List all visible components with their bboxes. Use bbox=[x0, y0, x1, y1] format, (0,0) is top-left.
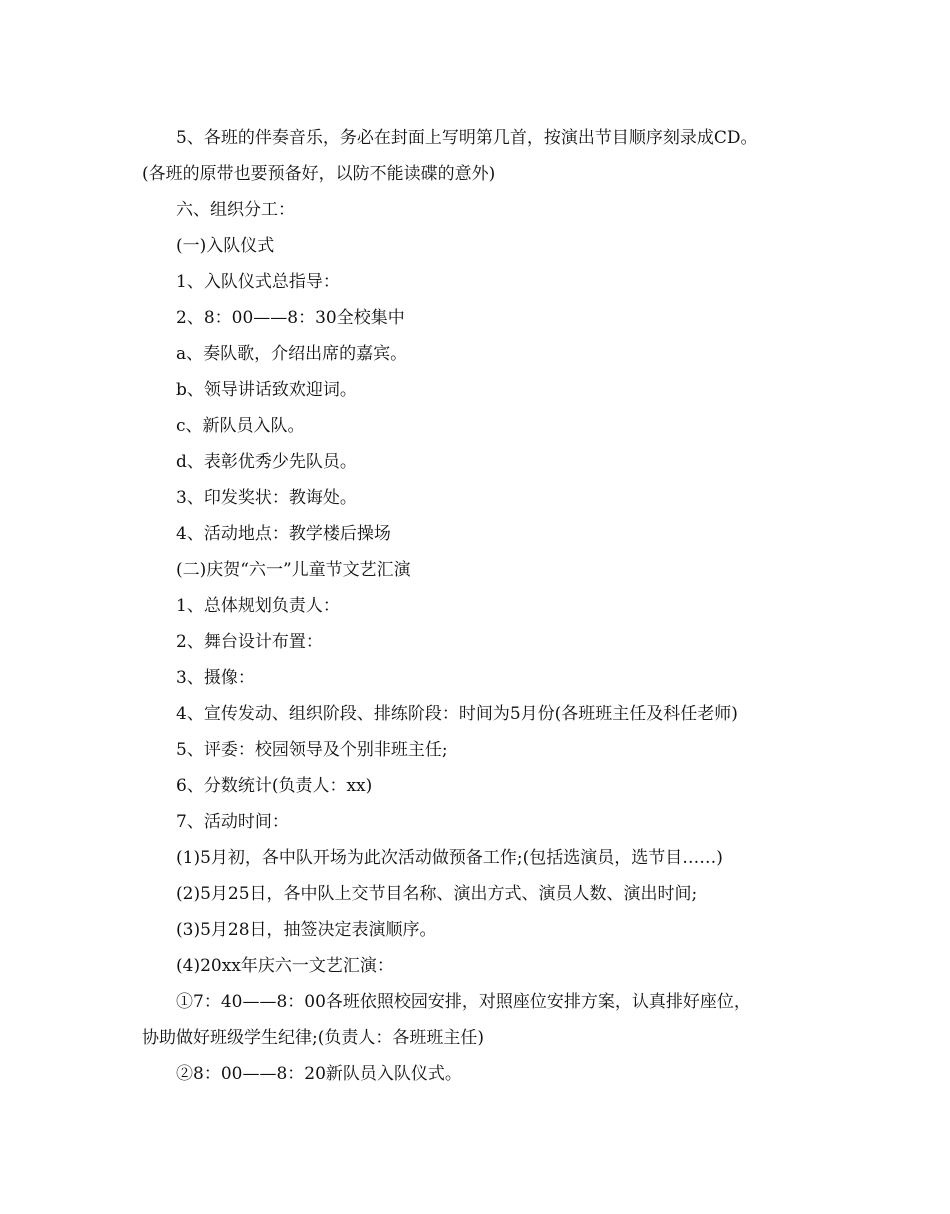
list-item-continued bbox=[142, 1020, 812, 1056]
text-line: c、新队员入队。 bbox=[176, 416, 305, 436]
list-item bbox=[142, 696, 812, 732]
text-line: 1、总体规划负责人： bbox=[176, 596, 340, 616]
subsection-heading-ceremony bbox=[142, 228, 812, 264]
list-item bbox=[142, 336, 812, 372]
text-line: 4、活动地点：教学楼后操场 bbox=[176, 524, 391, 544]
list-item bbox=[142, 264, 812, 300]
text-line: 2、舞台设计布置： bbox=[176, 632, 323, 652]
text-line: b、领导讲话致欢迎词。 bbox=[176, 380, 357, 400]
text-line: ①7：40——8：00各班依照校园安排，对照座位安排方案，认真排好座位， bbox=[176, 992, 751, 1012]
text-line: 3、印发奖状：教诲处。 bbox=[176, 488, 357, 508]
list-item bbox=[142, 480, 812, 516]
list-item bbox=[142, 984, 812, 1020]
list-item bbox=[142, 372, 812, 408]
subsection-heading-performance bbox=[142, 552, 812, 588]
text-line: 六、组织分工： bbox=[176, 200, 295, 220]
text-line: (二)庆贺“六一”儿童节文艺汇演 bbox=[176, 560, 411, 580]
text-line: (4)20xx年庆六一文艺汇演： bbox=[176, 956, 394, 976]
text-line: 7、活动时间： bbox=[176, 812, 289, 832]
text-line: ②8：00——8：20新队员入队仪式。 bbox=[176, 1064, 462, 1084]
text-line: 4、宣传发动、组织阶段、排练阶段：时间为5月份(各班班主任及科任老师) bbox=[176, 704, 738, 724]
list-item bbox=[142, 300, 812, 336]
text-line: 6、分数统计(负责人：xx) bbox=[176, 776, 373, 796]
text-line: (各班的原带也要预备好，以防不能读碟的意外) bbox=[142, 164, 496, 184]
list-item bbox=[142, 588, 812, 624]
list-item bbox=[142, 732, 812, 768]
list-item bbox=[142, 1056, 812, 1092]
text-line: 1、入队仪式总指导： bbox=[176, 272, 340, 292]
list-item bbox=[142, 444, 812, 480]
list-item bbox=[142, 408, 812, 444]
text-line: (1)5月初，各中队开场为此次活动做预备工作;(包括选演员，选节目……) bbox=[176, 848, 723, 868]
list-item bbox=[142, 804, 812, 840]
paragraph-cd-music-continued bbox=[142, 156, 812, 192]
text-line: (3)5月28日，抽签决定表演顺序。 bbox=[176, 920, 437, 940]
text-line: 5、各班的伴奏音乐，务必在封面上写明第几首，按演出节目顺序刻录成CD。 bbox=[176, 128, 758, 148]
text-line: 协助做好班级学生纪律;(负责人：各班班主任) bbox=[142, 1028, 484, 1048]
text-line: 5、评委：校园领导及个别非班主任; bbox=[176, 740, 448, 760]
list-item bbox=[142, 660, 812, 696]
list-item bbox=[142, 948, 812, 984]
list-item bbox=[142, 768, 812, 804]
list-item bbox=[142, 624, 812, 660]
list-item bbox=[142, 840, 812, 876]
text-line: 3、摄像： bbox=[176, 668, 255, 688]
paragraph-cd-music bbox=[142, 120, 812, 156]
list-item bbox=[142, 516, 812, 552]
text-line: (2)5月25日，各中队上交节目名称、演出方式、演员人数、演出时间; bbox=[176, 884, 698, 904]
document-body bbox=[142, 120, 812, 1092]
list-item bbox=[142, 876, 812, 912]
text-line: a、奏队歌，介绍出席的嘉宾。 bbox=[176, 344, 408, 364]
text-line: 2、8：00——8：30全校集中 bbox=[176, 308, 405, 328]
section-heading-organization bbox=[142, 192, 812, 228]
text-line: d、表彰优秀少先队员。 bbox=[176, 452, 357, 472]
list-item bbox=[142, 912, 812, 948]
text-line: (一)入队仪式 bbox=[176, 236, 275, 256]
